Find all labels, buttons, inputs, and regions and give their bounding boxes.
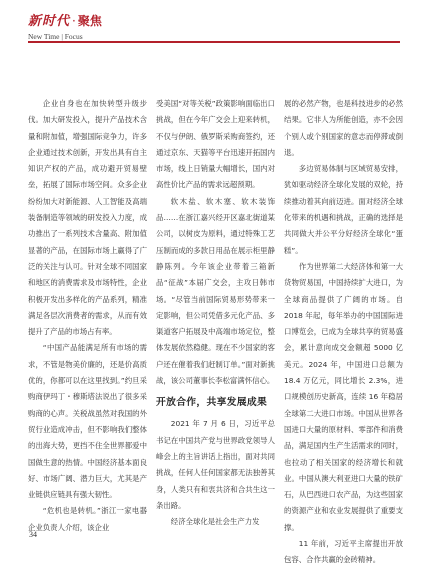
page-number: 34: [29, 530, 37, 539]
body-paragraph: 受美国“对等关税”政策影响面临出口挑战，但在今年广交会上迎来转机，不仅与伊朗、俄罗斯采购商签约，还通过京东、天猫等平台迅速开拓国内市场，线上日销量大幅增长，国内对高性价比产品的需求远超预期。: [156, 99, 275, 190]
body-paragraph: 多边贸易体制与区域贸易安排，犹如驱动经济全球化发展的双轮，持续推动着其向前迈进。面对经济全球化带来的机遇和挑战，正确的选择是共同做大并公平分好经济全球化“蛋糕”。: [284, 164, 403, 255]
body-paragraph: 展的必然产物，也是科技进步的必然结果。它非人为所能创造，亦不会因个别人或个别国家的意志而停滞或倒退。: [284, 99, 403, 157]
header-separator: ·: [72, 14, 76, 28]
body-paragraph: 软木盐、软木塞、软木装饰品……在浙江嘉兴经开区嘉北街道某公司，以树皮为原料，通过特殊工艺压制而成的多款日用品在展示柜里静静陈列。今年该企业带着三箱新品“征战”本届广交会，主攻日韩市场。“尽管当前国际贸易形势带来一定影响，但公司凭借多元化产品、多渠道客户拓展及中高端市场定位，整体发展依然稳健。现在不少国家的客户还在催着我们赶制订单。”面对新挑战，该公司董事长李松富满怀信心。: [156, 196, 275, 386]
body-paragraph: “中国产品能满足所有市场的需求，不管是物美价廉的，还是价高质优的，你都可以在这里找到。”约旦采购商伊玛丁・穆斯塔法说出了很多采购商的心声。关税战虽然对我国的外贸行业造成冲击，但不影响我们整体的出海大势，更挡不住全世界都爱中国做生意的热情。中国经济基本面良好、市场广阔、潜力巨大，尤其是产业链供应链具有强大韧性。: [28, 343, 147, 500]
body-paragraph: 2021 年 7 月 6 日，习近平总书记在中国共产党与世界政党领导人峰会上的主旨讲话上指出，面对共同挑战，任何人任何国家都无法独善其身，人类只有和衷共济和合共生这一条出路。: [156, 419, 275, 510]
body-paragraph: “危机也是转机。”浙江一家电器企业负责人介绍，该企业: [28, 506, 147, 532]
body-paragraph: 作为世界第二大经济体和第一大货物贸易国，中国持续扩大进口，为全球商品提供了广阔的市场。自 2018 年起，每年举办的中国国际进口博览会，已成为全球共享的贸易盛会，累计意向成交金额超 5000 亿美元。2024 年，中国进口总额为 18.4 万亿元，同比增长 2.3%，进口规模创历史新高，连续 16 年稳居全球第二大进口市场。中国从世界各国进口大量的原材料、零部件和消费品，满足国内生产生活需求的同时，也拉动了相关国家的经济增长和就业。中国从澳大利亚进口大量的铁矿石，从巴西进口农产品，为这些国家的资源产业和农业发展提供了重要支撑。: [284, 261, 403, 532]
magazine-logo: 新时代: [28, 14, 71, 29]
section-heading: 开放合作，共享发展成果: [156, 397, 268, 409]
body-paragraph: 经济全球化是社会生产力发: [170, 517, 260, 527]
header-subtitle: New Time | Focus: [28, 32, 83, 41]
body-paragraph: 11 年前，习近平主席提出开放包容、合作共赢的金砖精神。: [284, 539, 403, 565]
page-header: [28, 10, 102, 41]
section-title: 聚焦: [77, 14, 102, 28]
article-column-3: [284, 96, 403, 569]
article-column-2: [156, 96, 275, 530]
body-paragraph: 企业自身也在加快转型升级步伐。加大研发投入，提升产品技术含量和附加值，增强国际竞争力，许多企业通过技术创新，开发出具有自主知识产权的产品，成功避开贸易壁垒，拓展了国际市场空间。众多企业纷纷加大对新能源、人工智能及高端装备制造等领域的研发投入力度，成功推出了一系列技术含量高、附加值显著的产品，在国际市场上赢得了广泛的关注与认可。针对全球不同国家和地区的消费需求及市场特性，企业积极开发出多样化的产品系列，精准满足各层次消费者的需求，从而有效提升了产品的市场占有率。: [28, 99, 147, 337]
header-divider: [28, 41, 400, 43]
article-column-1: [28, 96, 147, 536]
header-logo-row: [28, 10, 102, 29]
